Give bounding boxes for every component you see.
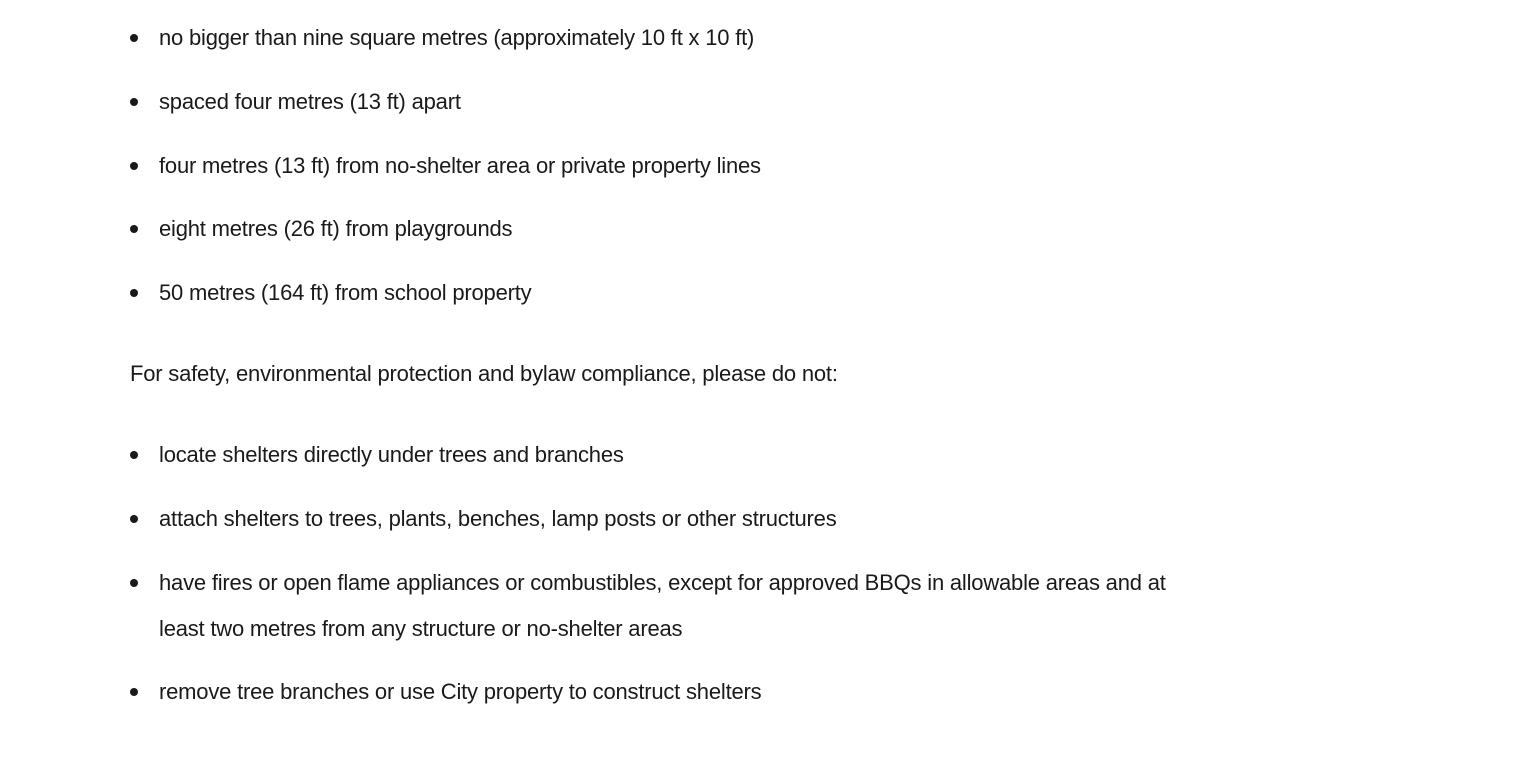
bullet-icon [130, 34, 138, 42]
bullet-icon [130, 98, 138, 106]
list-item [130, 270, 1190, 316]
list-item-text: locate shelters directly under trees and branches [159, 442, 624, 467]
list-item-text: four metres (13 ft) from no-shelter area or private property lines [159, 152, 761, 178]
list-item-text: attach shelters to trees, plants, benches, lamp posts or other structures [159, 505, 837, 531]
list-item-text: spaced four metres (13 ft) apart [159, 88, 461, 114]
bullet-icon [130, 579, 138, 587]
bullet-icon [130, 289, 138, 297]
list-item [130, 206, 1190, 252]
list-item [130, 669, 1190, 715]
article-content [130, 0, 1190, 715]
list-item [130, 143, 1190, 189]
bullet-icon [130, 451, 138, 459]
list-item [130, 560, 1190, 652]
bullet-icon [130, 688, 138, 696]
list-item-text: have fires or open flame appliances or combustibles, except for approved BBQs in allowable areas and at least two metres from any structure or no-shelter areas [159, 569, 1166, 641]
do-not-list [130, 432, 1190, 715]
do-not-intro-paragraph: For safety, environmental protection and bylaw compliance, please do not: [130, 361, 838, 386]
list-item-text: eight metres (26 ft) from playgrounds [159, 216, 513, 242]
list-item-text: remove tree branches or use City property to construct shelters [159, 679, 762, 705]
list-item [130, 79, 1190, 125]
list-item-text: no bigger than nine square metres (approximately 10 ft x 10 ft) [159, 25, 755, 50]
shelter-requirements-list [130, 15, 1190, 316]
list-item [130, 15, 1190, 61]
bullet-icon [130, 515, 138, 523]
bullet-icon [130, 225, 138, 233]
list-item-text: 50 metres (164 ft) from school property [159, 280, 532, 305]
list-item [130, 496, 1190, 542]
bullet-icon [130, 162, 138, 170]
list-item [130, 432, 1190, 478]
